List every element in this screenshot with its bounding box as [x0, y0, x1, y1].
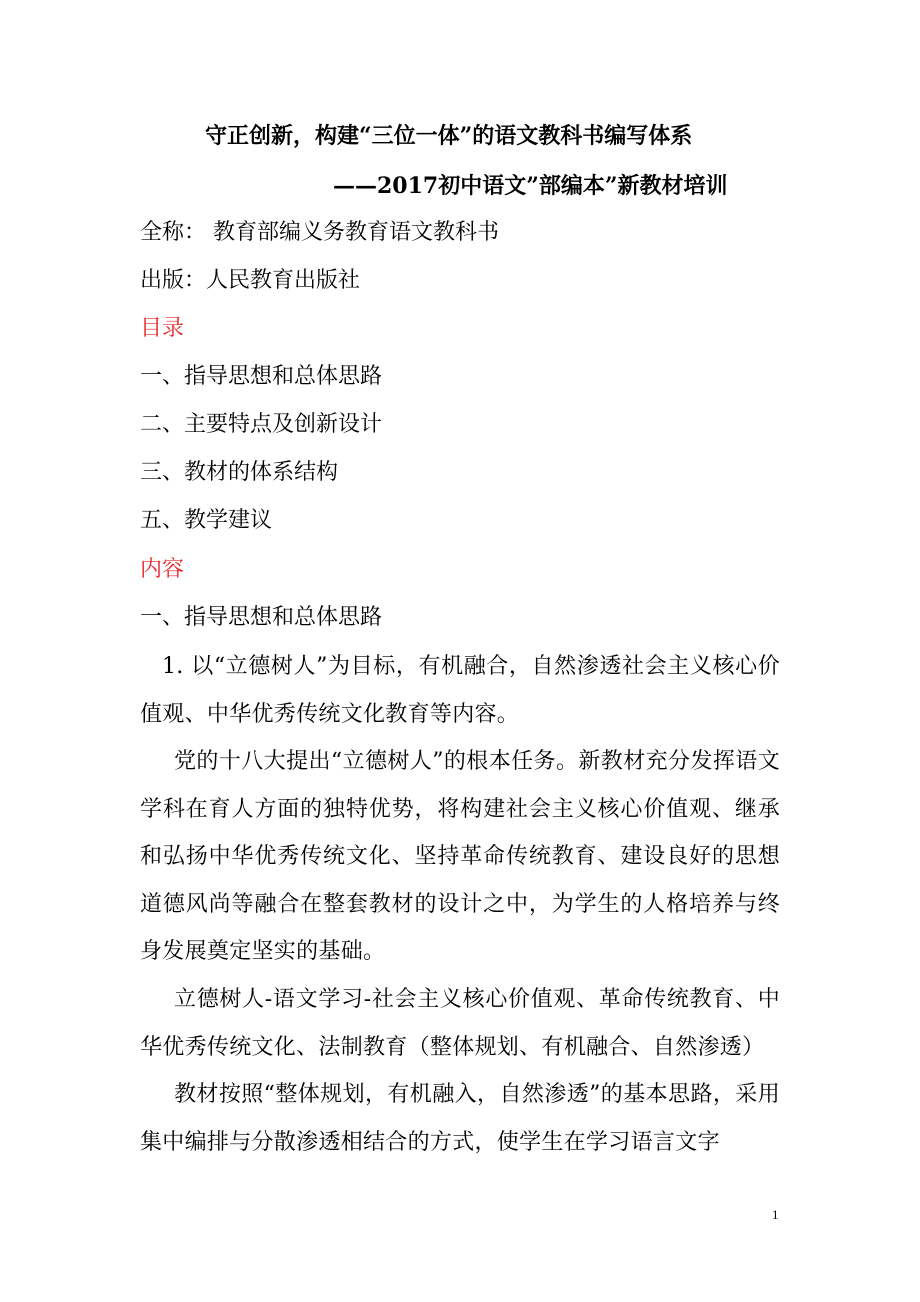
section-heading: 一、指导思想和总体思路	[140, 605, 383, 630]
content-heading: 内容	[140, 557, 185, 582]
document-subtitle: ——2017初中语文”部编本”新教材培训	[333, 173, 728, 199]
body-paragraph: 1. 以“立德树人”为目标，有机融合，自然渗透社会主义核心价值观、中华优秀传统文化教育等内容。	[140, 654, 780, 727]
toc-item: 三、教材的体系结构	[140, 460, 339, 485]
full-name-line: 全称： 教育部编义务教育语文教科书	[140, 220, 499, 245]
body-paragraph: 教材按照“整体规划，有机融入，自然渗透”的基本思路，采用集中编排与分散渗透相结合的方式，使学生在学习语言文字	[140, 1082, 780, 1155]
publisher-line: 出版：人民教育出版社	[140, 268, 361, 293]
body-paragraph: 立德树人-语文学习-社会主义核心价值观、革命传统教育、中华优秀传统文化、法制教育（整体规划、有机融合、自然渗透）	[140, 987, 780, 1060]
document-title: 守正创新，构建“三位一体”的语文教科书编写体系	[205, 123, 693, 149]
toc-item: 一、指导思想和总体思路	[140, 364, 383, 389]
toc-heading: 目录	[140, 316, 185, 341]
body-paragraph: 党的十八大提出“立德树人”的根本任务。新教材充分发挥语文学科在育人方面的独特优势，将构建社会主义核心价值观、继承和弘扬中华优秀传统文化、坚持革命传统教育、建设良好的思想道德风尚等融合在整套教材的设计之中，为学生的人格培养与终身发展奠定坚实的基础。	[140, 749, 780, 964]
page-number: 1	[772, 1207, 779, 1222]
toc-item: 二、主要特点及创新设计	[140, 412, 383, 437]
toc-item: 五、教学建议	[140, 508, 273, 533]
